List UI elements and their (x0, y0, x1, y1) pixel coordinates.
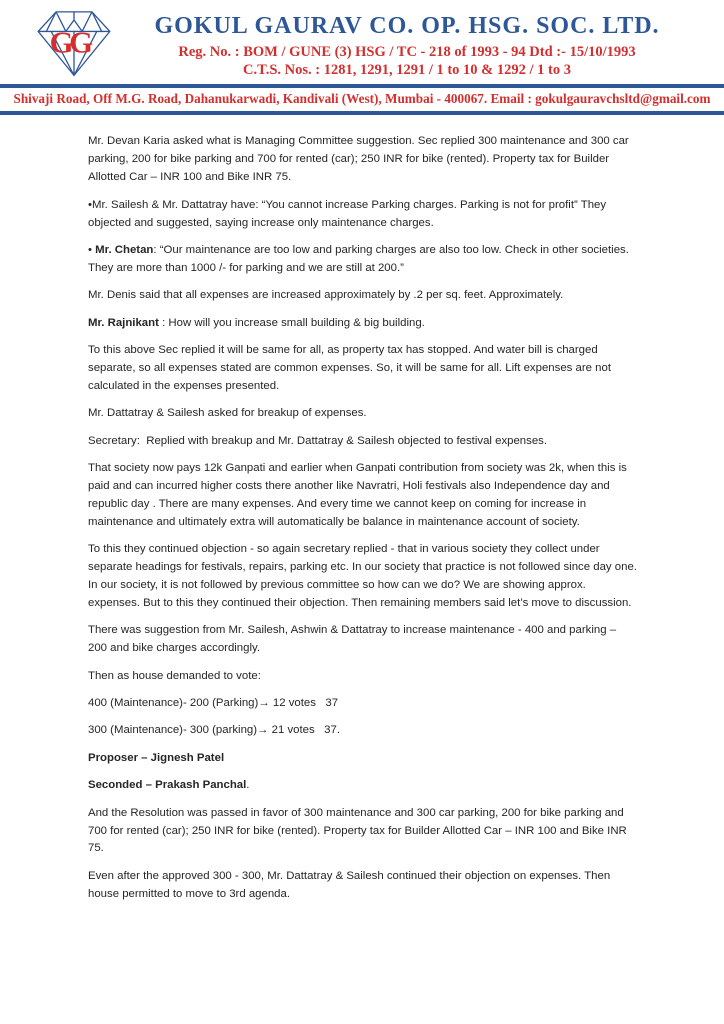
address-line: Shivaji Road, Off M.G. Road, Dahanukarwadi, Kandivali (West), Mumbai - 400067. Email : gokulgauravchsltd@gmail.com (13, 91, 711, 107)
cts-numbers: C.T.S. Nos. : 1281, 1291, 1291 / 1 to 10 & 1292 / 1 to 3 (243, 61, 571, 78)
paragraph (88, 622, 637, 658)
paragraph (88, 722, 637, 740)
paragraph (88, 777, 637, 795)
paragraph (88, 133, 637, 187)
paragraph-run: : “Our maintenance are too low and parking charges are also too low. Check in other societies. They are more than 1000 /- for parking and we are still at 200.” (88, 243, 632, 274)
society-logo (30, 7, 122, 77)
paragraph-run: Mr. Devan Karia asked what is Managing Committee suggestion. Sec replied 300 maintenance and 300 car parking, 200 for bike parking and 700 for rented (car); 250 INR for bike (rented). Property tax for Builder Allotted Car – INR 100 and Bike INR 75. (88, 135, 632, 184)
paragraph (88, 242, 637, 278)
paragraph-run: . (246, 779, 250, 792)
paragraph-run: 300 (Maintenance)- 300 (parking)→ 21 votes 37. (88, 724, 340, 737)
letterhead-top (0, 7, 724, 79)
paragraph-run: • (88, 243, 96, 256)
paragraph-run: 400 (Maintenance)- 200 (Parking)→ 12 votes 37 (88, 697, 339, 710)
document-body (88, 133, 641, 903)
paragraph-run-bold: Mr. Rajnikant (88, 316, 159, 329)
paragraph (88, 541, 641, 613)
paragraph-run: And the Resolution was passed in favor of 300 maintenance and 300 car parking, 200 for bike parking and 700 for rented (car); 250 INR for bike (rented). Property tax for Builder Allotted Car – INR 100 and Bike INR 75. (88, 806, 630, 855)
letterhead-text (122, 7, 706, 79)
paragraph-run-bold: Proposer – Jignesh Patel (88, 751, 225, 764)
paragraph-run: Mr. Denis said that all expenses are increased approximately by .2 per sq. feet. Approximately. (88, 289, 564, 302)
paragraph-run: Secretary: Replied with breakup and Mr. Dattatray & Sailesh objected to festival expenses. (88, 434, 548, 447)
paragraph-run: •Mr. Sailesh & Mr. Dattatray have: “You cannot increase Parking charges. Parking is not for profit” They objected and suggested, saying increase only maintenance charges. (88, 198, 610, 229)
divider-rule-bottom (0, 111, 724, 115)
paragraph (88, 433, 637, 451)
paragraph-run: To this above Sec replied it will be same for all, as property tax has stopped. And water bill is charged separate, so all expenses stated are common expenses. So, it will be same for all. Lift expenses are not calculated in the expenses presented. (88, 344, 615, 392)
paragraph (88, 868, 637, 904)
paragraph-run-bold: Seconded – Prakash Panchal (88, 779, 247, 792)
paragraph-run: To this they continued objection - so again secretary replied - that in various society they collect under separate headings for festivals, repairs, parking etc. In our society that practice is not followed since day one. In our society, it is not followed by previous committee so how can we do? We are showing approx. expenses. But to this they continued their objection. Then remaining members said let’s move to discussion. (88, 543, 641, 609)
paragraph (88, 805, 637, 859)
letterhead (0, 0, 724, 115)
paragraph-run: There was suggestion from Mr. Sailesh, Ashwin & Dattatray to increase maintenance - 400 and parking – 200 and bike charges accordingly. (88, 624, 620, 655)
registration-number: Reg. No. : BOM / GUNE (3) HSG / TC - 218 of 1993 - 94 Dtd :- 15/10/1993 (178, 44, 636, 60)
paragraph-run-bold: Mr. Chetan (95, 243, 154, 256)
paragraph-run: That society now pays 12k Ganpati and earlier when Ganpati contribution from society was 2k, when this is paid and can incurred higher costs there another like Navratri, Holi festivals also Independence day and republic day . There are many expenses. And every time we cannot keep on coming for increase in maintenance and ultimately extra will automatically be balance in maintenance account of society. (88, 462, 630, 528)
paragraph (88, 695, 637, 713)
logo-monogram-g1: G (49, 24, 74, 60)
paragraph-run: Even after the approved 300 - 300, Mr. Dattatray & Sailesh continued their objection on expenses. Then house permitted to move to 3rd agenda. (88, 869, 614, 900)
paragraph (88, 460, 637, 532)
paragraph-run: : How will you increase small building & big building. (158, 316, 425, 329)
paragraph (88, 342, 637, 396)
org-name: GOKUL GAURAV CO. OP. HSG. SOC. LTD. (154, 13, 660, 39)
paragraph (88, 287, 637, 305)
logo-monogram-g2: G (69, 24, 94, 60)
paragraph (88, 197, 637, 233)
paragraph (88, 668, 637, 686)
paragraph-run: Then as house demanded to vote: (88, 669, 261, 682)
paragraph (88, 315, 637, 333)
diamond-logo-icon (30, 7, 118, 77)
paragraph-run: Mr. Dattatray & Sailesh asked for breakup of expenses. (88, 407, 367, 420)
paragraph (88, 750, 637, 768)
paragraph (88, 405, 637, 423)
